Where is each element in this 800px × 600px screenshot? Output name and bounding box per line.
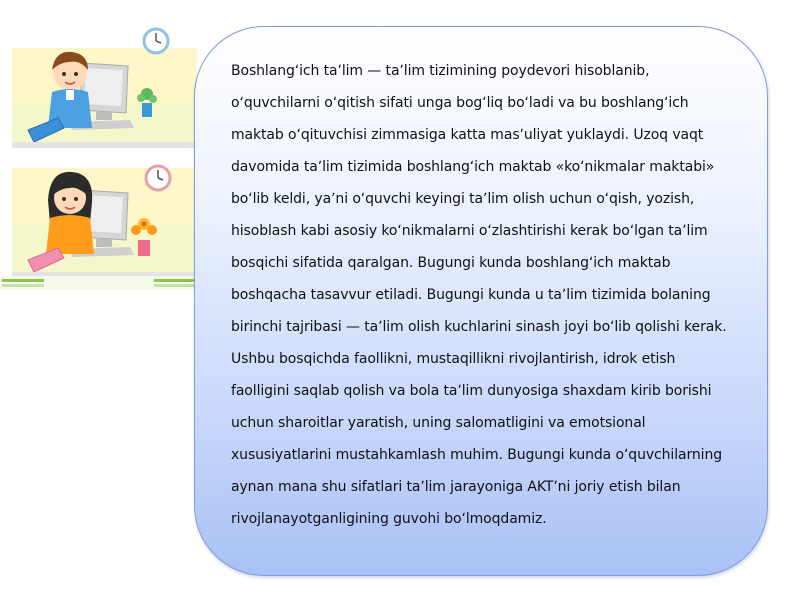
text-panel [194, 26, 768, 576]
clock-icon [144, 29, 168, 53]
article-paragraph: Boshlangʻich taʼlim — taʼlim tizimining poydevori hisoblanib, oʻquvchilarni oʻqitish sifati unga bogʻliq boʻladi va bu boshlangʻich maktab oʻqituvchisi zimmasiga katta masʼuliyat yuklaydi. Uzoq vaqt davomida taʼlim tizimida boshlangʻich maktab «koʻnikmalar maktabi» boʻlib keldi, yaʼni oʻquvchi keyingi taʼlim olish uchun oʻqish, yozish, hisoblash kabi asosiy koʻnikmalarni oʻzlashtirishi kerak boʻlgan taʼlim bosqichi sifatida qaralgan. Bugungi kunda boshlangʻich maktab boshqacha tasavvur etiladi. Bugungi kunda u taʼlim tizimida bolaning birinchi tajribasi — taʼlim olish kuchlarini sinash joyi boʻlib qolishi kerak. Ushbu bosqichda faollikni, mustaqillikni rivojlantirish, idrok etish faolligini saqlab qolish va bola taʼlim dunyosiga shaxdam kirib borishi uchun sharoitlar yaratish, uning salomatligini va emotsional xususiyatlarini mustahkamlash muhim. Bugungi kunda oʻquvchilarning aynan mana shu sifatlari taʼlim jarayoniga AKTʼni joriy etish bilan rivojlanayotganligining guvohi boʻlmoqdamiz. [231, 63, 727, 527]
girl-figure [46, 172, 94, 254]
footer-strip [0, 276, 200, 290]
clock-icon [146, 166, 170, 190]
children-at-computers-illustration [0, 18, 200, 308]
